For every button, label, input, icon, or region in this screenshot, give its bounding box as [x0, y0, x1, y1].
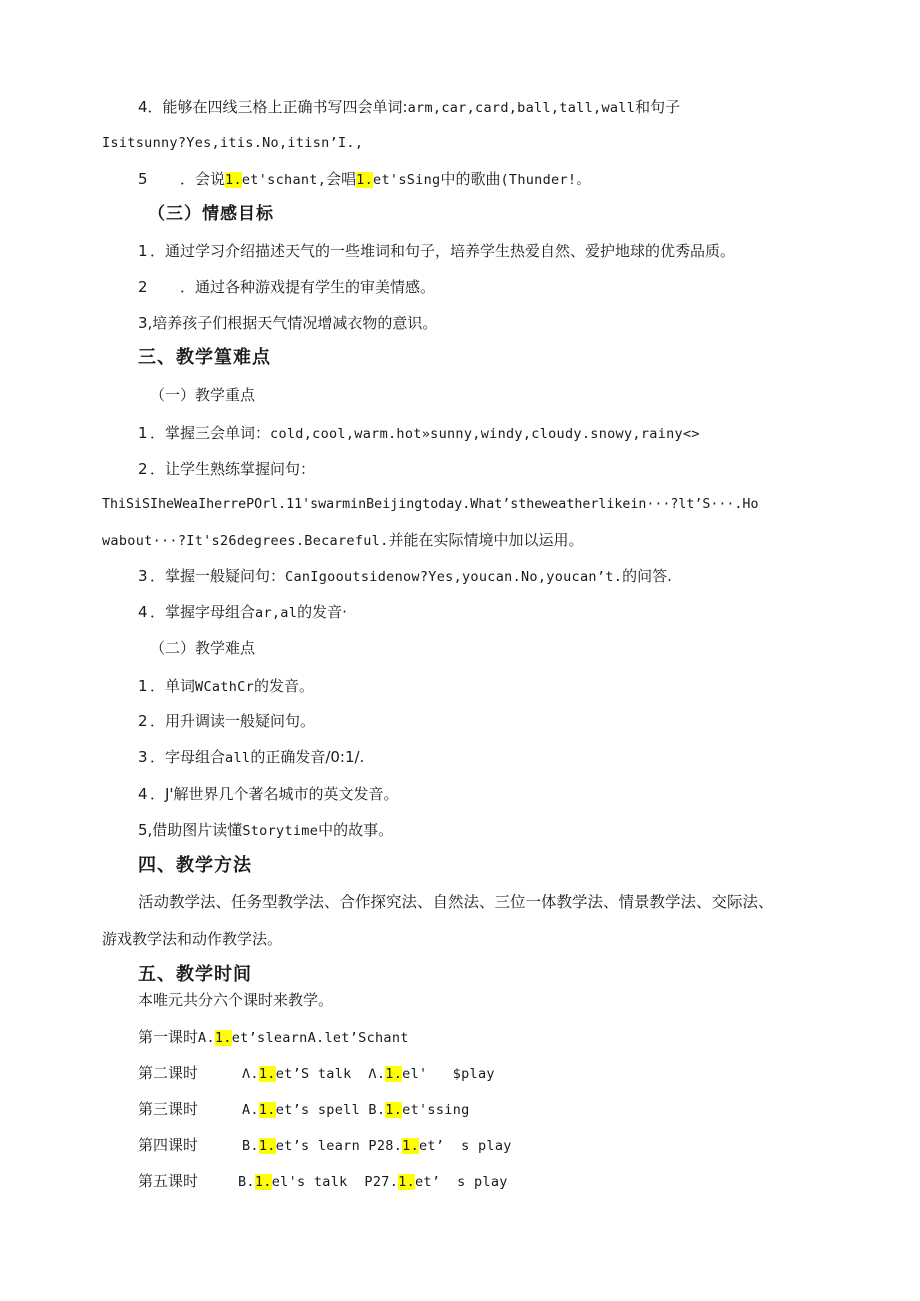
highlighted-text: 1.	[402, 1138, 419, 1154]
lesson-text: et’s spell B.	[275, 1102, 386, 1118]
english-text: et'schant,	[241, 172, 327, 188]
item-text: ．J'解世界几个著名城市的英文发音。	[150, 785, 399, 803]
lesson-text: Λ.	[242, 1066, 259, 1082]
item-text: ．掌握一般疑问句：	[150, 567, 286, 585]
lesson-text: et'ssing	[402, 1102, 470, 1118]
difficult-point-1	[138, 675, 314, 698]
item-text: ．字母组合	[150, 748, 226, 766]
objective-4-sentence: Isitsunny?Yes,itis.No,itisn’I.,	[102, 135, 364, 151]
affective-2	[138, 276, 435, 298]
item-tail: 中的故事。	[318, 821, 394, 839]
item-number: 4	[138, 603, 148, 621]
english-text: et'sSing	[373, 172, 441, 188]
english-text: (Thunder!。	[500, 172, 591, 188]
item-number: 4	[138, 98, 148, 116]
english-text: wabout···?It's26degrees.Becareful.	[102, 533, 389, 549]
item-number: 3	[138, 567, 148, 585]
highlighted-text: 1.	[356, 172, 374, 188]
item-text: ．通过学习介绍描述天气的一些堆词和句子，培养学生热爱自然、爱护地球的优秀品质。	[150, 242, 736, 260]
lesson-text: et’s learn P28.	[275, 1138, 403, 1154]
item-tail: 并能在实际情境中加以运用。	[388, 531, 584, 549]
difficult-point-3	[138, 746, 364, 769]
highlighted-text: 1.	[258, 1138, 276, 1154]
item-number: 5	[138, 170, 148, 188]
time-intro: 本唯元共分六个课时来教学。	[138, 991, 334, 1009]
english-text: all	[225, 750, 251, 766]
lesson-text: et’S talk Λ.	[275, 1066, 386, 1082]
affective-1	[138, 240, 735, 262]
period-label: 第五课时	[138, 1172, 199, 1190]
period-2	[138, 1062, 495, 1085]
highlighted-text: 1.	[258, 1102, 276, 1118]
item-tail: 的发音·	[297, 603, 347, 621]
item-number: 4	[138, 785, 148, 803]
lesson-text: et’ s play	[419, 1138, 512, 1154]
item-text: ．用升调读一般疑问句。	[150, 712, 316, 730]
item-tail: 的问答.	[622, 567, 672, 585]
difficult-point-5	[138, 819, 393, 842]
highlighted-text: 1.	[385, 1066, 403, 1082]
english-text: ar,al	[255, 605, 298, 621]
difficult-point-2	[138, 710, 315, 732]
lesson-text: el's talk P27.	[271, 1174, 399, 1190]
period-4	[138, 1134, 512, 1157]
objective-5	[138, 168, 590, 191]
item-text: ．会说	[180, 170, 226, 188]
item-number: 2	[138, 712, 148, 730]
english-text: CanIgooutsidenow?Yes,youcan.No,youcan’t.	[285, 569, 623, 585]
key-point-2-continued	[102, 529, 584, 552]
section-heading-methods: 四、教学方法	[138, 855, 252, 876]
item-number: 3	[138, 748, 148, 766]
section-heading-key-difficult: 三、教学篁难点	[138, 347, 271, 368]
highlighted-text: 1.	[225, 172, 242, 188]
affective-3: 3,培养孩子们根据天气情况增减衣物的意识。	[138, 314, 438, 332]
period-3	[138, 1098, 470, 1121]
key-point-2	[138, 458, 315, 480]
english-text: Storytime	[242, 823, 319, 839]
english-words: arm,car,card,ball,tall,wall	[407, 100, 636, 116]
item-text: 5,借助图片读懂	[138, 821, 243, 839]
item-number: 1	[138, 424, 148, 442]
period-label: 第四课时	[138, 1136, 199, 1154]
section-heading-time: 五、教学时间	[138, 964, 252, 985]
key-point-4	[138, 601, 347, 624]
lesson-text: B.	[242, 1138, 259, 1154]
item-text: ．让学生熟练掌握问句：	[150, 460, 316, 478]
item-text: ．掌握三会单词：	[150, 424, 271, 442]
highlighted-text: 1.	[398, 1174, 415, 1190]
objective-4	[138, 96, 680, 119]
highlighted-text: 1.	[214, 1030, 232, 1046]
lesson-text: et’ s play	[415, 1174, 508, 1190]
period-label: 第三课时	[138, 1100, 199, 1118]
lesson-text: et’slearnA.let’Schant	[231, 1030, 409, 1046]
item-number: 2	[138, 278, 148, 296]
highlighted-text: 1.	[254, 1174, 272, 1190]
item-text: 中的歌曲	[440, 170, 501, 188]
item-number: 2	[138, 460, 148, 478]
item-tail: 和句子	[635, 98, 681, 116]
item-number: 1	[138, 242, 148, 260]
period-label: 第一课时	[138, 1028, 199, 1046]
item-text: 会唱	[326, 170, 357, 188]
lesson-text: A.	[198, 1030, 215, 1046]
highlighted-text: 1.	[385, 1102, 403, 1118]
lesson-text: B.	[238, 1174, 255, 1190]
item-tail: 的正确发音/0:1/.	[250, 748, 365, 766]
item-tail: 的发音。	[254, 677, 315, 695]
subheading-difficult-points: （二）教学难点	[150, 639, 256, 657]
item-text: ．能够在四线三格上正确书写四会单词:	[147, 98, 408, 116]
highlighted-text: 1.	[258, 1066, 276, 1082]
english-text: WCathCr	[195, 679, 255, 695]
english-words: cold,cool,warm.hot»sunny,windy,cloudy.snowy,rainy<>	[270, 426, 700, 442]
lesson-text: el' $play	[402, 1066, 495, 1082]
period-label: 第二课时	[138, 1064, 199, 1082]
item-number: 1	[138, 677, 148, 695]
period-5	[138, 1170, 508, 1193]
subheading-key-points: （一）教学重点	[150, 386, 256, 404]
key-point-1	[138, 422, 700, 445]
period-1	[138, 1026, 409, 1049]
key-point-3	[138, 565, 672, 588]
key-point-2-sentences: ThiSiSIheWeaIherrePOrl.11'swarminBeijingtoday.What’stheweatherlikein···?lt’S···.Ho	[102, 497, 759, 512]
methods-line-2: 游戏教学法和动作教学法。	[102, 930, 283, 948]
item-text: ．单词	[150, 677, 196, 695]
section-heading-affective: （三）情感目标	[148, 204, 274, 224]
item-text: ．掌握字母组合	[150, 603, 256, 621]
item-text: ．通过各种游戏提有学生的审美情感。	[180, 278, 436, 296]
difficult-point-4	[138, 783, 399, 805]
lesson-text: A.	[242, 1102, 259, 1118]
methods-line-1: 活动教学法、任务型教学法、合作探究法、自然法、三位一体教学法、情景教学法、交际法、	[138, 893, 774, 911]
